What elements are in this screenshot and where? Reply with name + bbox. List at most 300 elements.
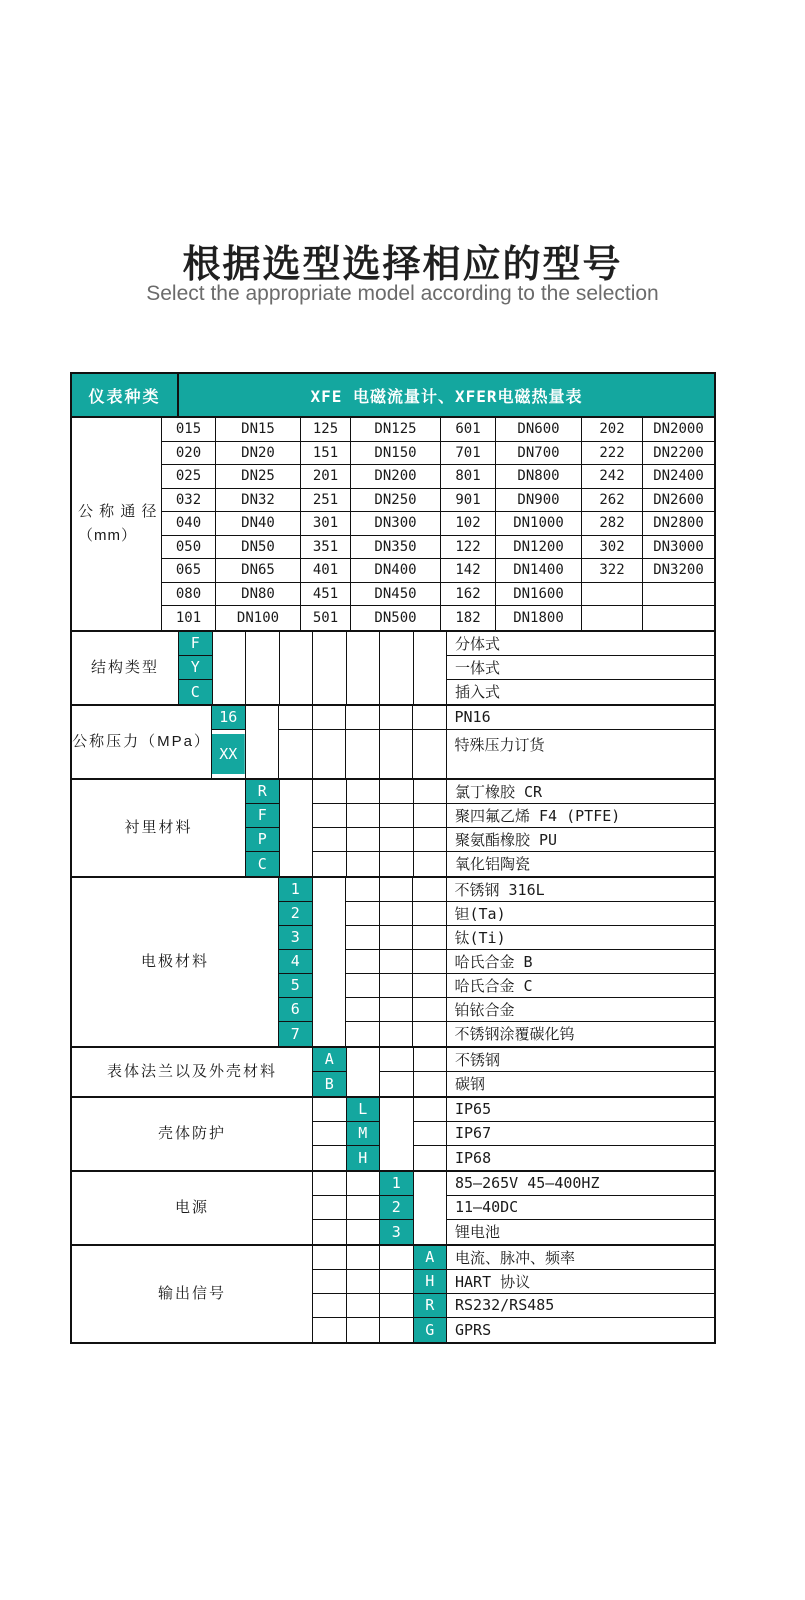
dn-size-cell: DN65 [216,559,301,583]
empty-cell [347,1270,381,1294]
code-badge: F [179,632,213,656]
section-label: 输出信号 [72,1246,313,1342]
empty-cell [346,974,380,998]
section-label: 电极材料 [72,878,279,1046]
empty-cell [414,1220,448,1244]
empty-cell [313,706,347,730]
empty-cell [347,1318,381,1342]
table-row [313,1246,714,1270]
section-label: 电源 [72,1172,313,1244]
empty-cell [213,680,247,704]
dn-size-cell: DN1600 [496,583,582,607]
section-rows [313,1246,714,1342]
empty-cell [313,632,347,656]
code-badge: A [414,1246,448,1270]
empty-cell [347,632,381,656]
empty-cell [313,804,347,828]
code-badge: 3 [279,926,313,950]
empty-cell [380,902,414,926]
empty-cell [380,804,414,828]
table-row [279,998,714,1022]
desc-cell: 电流、脉冲、频率 [447,1246,714,1270]
desc-cell: 不锈钢 [447,1048,714,1072]
dn-code-cell: 040 [162,512,216,536]
empty-cell [313,1270,347,1294]
dn-code-cell: 020 [162,442,216,466]
empty-cell [246,730,280,778]
empty-cell [380,656,414,680]
dn-code-cell: 125 [301,418,351,442]
code-badge: F [246,804,280,828]
table-row [313,1146,714,1170]
empty-cell [347,828,381,852]
empty-cell [313,852,347,876]
section-label: 壳体防护 [72,1098,313,1170]
desc-cell: IP68 [455,1148,492,1167]
empty-cell [380,1246,414,1270]
dn-size-cell: DN50 [216,536,301,560]
dn-code-cell: 142 [441,559,496,583]
empty-cell [380,852,414,876]
empty-cell [313,878,347,902]
dn-code-cell: 015 [162,418,216,442]
desc-cell: 钛(Ti) [447,926,715,950]
table-row [313,1196,714,1220]
empty-cell [246,656,280,680]
section-label: 表体法兰以及外壳材料 [72,1048,313,1096]
empty-cell [313,1172,347,1196]
empty-cell [347,1246,381,1270]
desc-cell: 不锈钢涂覆碳化钨 [454,1025,575,1043]
code-badge: C [179,680,213,704]
section-rows [212,706,714,778]
empty-cell [414,1122,448,1146]
table-row [179,656,714,680]
dn-size-cell: DN400 [351,559,441,583]
table-row [246,780,714,804]
empty-cell [313,1294,347,1318]
empty-cell [414,780,448,804]
empty-cell [414,656,448,680]
dn-size-cell: DN125 [351,418,441,442]
empty-cell [413,998,447,1022]
desc-cell: 特殊压力订货 [454,735,545,754]
table-row [313,1072,714,1096]
empty-cell [347,852,381,876]
page-subtitle: Select the appropriate model according to the selection [146,282,659,305]
empty-cell [413,730,447,778]
desc-cell: 分体式 [447,632,714,656]
empty-cell [347,1072,381,1096]
dn-size-cell: DN350 [351,536,441,560]
empty-cell [313,1318,347,1342]
empty-cell [414,1072,448,1096]
dn-size-cell: DN2000 [643,418,714,442]
nominal-diameter-unit: （mm） [78,526,137,544]
dn-code-cell: 901 [441,489,496,513]
empty-cell [347,1294,381,1318]
section-electrode-material [72,876,714,1046]
section-label: 公称压力（MPa） [72,706,212,778]
nominal-diameter-label: 公 称 通 径 [78,502,158,520]
empty-cell [380,632,414,656]
dn-code-cell: 242 [582,465,643,489]
empty-cell [414,1172,448,1196]
empty-cell [280,804,314,828]
table-row [279,926,714,950]
dn-code-cell: 251 [301,489,351,513]
dn-size-cell: DN2400 [643,465,714,489]
desc-cell: 氧化铝陶瓷 [455,855,531,873]
empty-cell [380,706,414,730]
dn-code-cell: 201 [301,465,351,489]
empty-cell [414,852,448,876]
empty-cell [414,1196,448,1220]
empty-cell [313,1146,347,1170]
empty-cell [346,878,380,902]
code-badge: P [246,828,280,852]
desc-cell: 聚四氟乙烯 F4 (PTFE) [447,804,714,828]
dn-code-cell: 301 [301,512,351,536]
desc-cell: PN16 [447,706,715,730]
desc-cell: GPRS [455,1320,492,1339]
dn-empty-cell [643,606,714,630]
table-row [179,680,714,704]
code-badge: 1 [380,1172,414,1196]
empty-cell [380,878,414,902]
dn-size-cell: DN2800 [643,512,714,536]
empty-cell [347,1172,381,1196]
empty-cell [413,902,447,926]
empty-cell [380,1270,414,1294]
empty-cell [347,1196,381,1220]
table-row [179,632,714,656]
dn-size-cell: DN150 [351,442,441,466]
desc-cell: 碳钢 [455,1075,486,1093]
dn-code-cell: 065 [162,559,216,583]
empty-cell [380,1048,414,1072]
code-badge: B [313,1072,347,1096]
dn-size-cell: DN1200 [496,536,582,560]
empty-cell [413,1022,447,1046]
code-badge: 1 [279,878,313,902]
empty-cell [280,680,314,704]
empty-cell [346,706,380,730]
code-badge: R [246,780,280,804]
dn-size-cell: DN1400 [496,559,582,583]
diameter-grid [162,418,714,630]
empty-cell [246,632,280,656]
empty-cell [313,926,347,950]
table-row [313,1270,714,1294]
code-badge: H [414,1270,448,1294]
dn-code-cell: 601 [441,418,496,442]
dn-code-cell: 801 [441,465,496,489]
dn-size-cell: DN25 [216,465,301,489]
empty-cell [346,730,380,778]
dn-size-cell: DN800 [496,465,582,489]
desc-cell: 哈氏合金 C [447,974,715,998]
code-badge: A [313,1048,347,1072]
desc-cell: IP67 [447,1122,714,1146]
table-row [279,974,714,998]
empty-cell [246,680,280,704]
empty-cell [313,998,347,1022]
desc-cell: 铂铱合金 [447,998,715,1022]
code-badge: 2 [279,902,313,926]
empty-cell [380,1294,414,1318]
dn-code-cell: 122 [441,536,496,560]
code-badge: 7 [279,1022,313,1046]
dn-size-cell: DN450 [351,583,441,607]
dn-size-cell: DN2200 [643,442,714,466]
dn-code-cell: 032 [162,489,216,513]
dn-size-cell: DN40 [216,512,301,536]
empty-cell [380,1072,414,1096]
code-badge: 5 [279,974,313,998]
section-flange-housing-material [72,1046,714,1096]
dn-code-cell: 451 [301,583,351,607]
header-model-series: XFE 电磁流量计、XFER电磁热量表 [310,386,583,406]
dn-code-cell: 701 [441,442,496,466]
code-badge: H [347,1146,381,1170]
section-label: 结构类型 [72,632,179,704]
section-power-supply [72,1170,714,1244]
code-badge: 3 [380,1220,414,1244]
dn-size-cell: DN3200 [643,559,714,583]
empty-cell [347,1220,381,1244]
dn-size-cell: DN500 [351,606,441,630]
empty-cell [347,780,381,804]
empty-cell [346,1022,380,1046]
empty-cell [213,656,247,680]
section-nominal-diameter [72,416,714,630]
empty-cell [313,1098,347,1122]
empty-cell [380,1318,414,1342]
section-label [72,418,162,630]
empty-cell [380,950,414,974]
desc-cell: 插入式 [455,683,501,701]
section-rows [246,780,714,876]
empty-cell [347,1048,381,1072]
empty-cell [380,998,414,1022]
empty-cell [380,1122,414,1146]
empty-cell [414,1146,448,1170]
empty-cell [413,706,447,730]
empty-cell [346,998,380,1022]
table-row [313,1172,714,1196]
table-row [279,1022,714,1046]
empty-cell [313,1122,347,1146]
table-row [313,1318,714,1342]
code-badge: L [347,1098,381,1122]
desc-cell: 11—40DC [447,1196,714,1220]
table-row [246,804,714,828]
empty-cell [280,632,314,656]
dn-size-cell: DN200 [351,465,441,489]
table-row [279,950,714,974]
empty-cell [313,902,347,926]
empty-cell [313,974,347,998]
empty-cell [346,926,380,950]
empty-cell [414,804,448,828]
table-row [279,878,714,902]
empty-cell [279,730,313,778]
section-rows [313,1172,714,1244]
desc-cell: 锂电池 [455,1223,501,1241]
empty-cell [413,950,447,974]
empty-cell [414,680,448,704]
empty-cell [346,950,380,974]
code-badge: R [414,1294,448,1318]
empty-cell [313,1196,347,1220]
dn-size-cell: DN20 [216,442,301,466]
desc-cell: 85—265V 45—400HZ [447,1172,714,1196]
empty-cell [380,1098,414,1122]
code-badge: C [246,852,280,876]
dn-size-cell: DN2600 [643,489,714,513]
dn-size-cell: DN600 [496,418,582,442]
section-nominal-pressure [72,704,714,778]
empty-cell [313,780,347,804]
empty-cell [380,974,414,998]
code-badge: M [347,1122,381,1146]
desc-cell: 氯丁橡胶 CR [447,780,714,804]
dn-empty-cell [582,606,643,630]
empty-cell [313,1022,347,1046]
desc-cell: 不锈钢 316L [447,878,715,902]
desc-cell: 聚氨酯橡胶 PU [447,828,714,852]
table-row [246,852,714,876]
dn-code-cell: 351 [301,536,351,560]
dn-code-cell: 050 [162,536,216,560]
dn-code-cell: 302 [582,536,643,560]
dn-code-cell: 182 [441,606,496,630]
table-row [246,828,714,852]
dn-code-cell: 262 [582,489,643,513]
section-label: 衬里材料 [72,780,246,876]
empty-cell [413,878,447,902]
empty-cell [380,730,414,778]
dn-code-cell: 322 [582,559,643,583]
dn-size-cell: DN900 [496,489,582,513]
code-badge: XX [212,730,246,778]
empty-cell [414,1048,448,1072]
empty-cell [414,632,448,656]
table-row [279,902,714,926]
empty-cell [279,706,313,730]
dn-code-cell: 101 [162,606,216,630]
desc-cell: 钽(Ta) [447,902,715,926]
dn-code-cell: 162 [441,583,496,607]
dn-size-cell: DN15 [216,418,301,442]
dn-code-cell: 102 [441,512,496,536]
dn-size-cell: DN100 [216,606,301,630]
empty-cell [413,926,447,950]
table-row [313,1098,714,1122]
empty-cell [213,632,247,656]
empty-cell [313,1246,347,1270]
code-badge: 16 [212,706,246,730]
empty-cell [313,828,347,852]
dn-code-cell: 282 [582,512,643,536]
empty-cell [280,852,314,876]
header-instrument-type: 仪表种类 [72,374,179,416]
empty-cell [246,706,280,730]
empty-cell [313,950,347,974]
empty-cell [313,1220,347,1244]
table-row [212,730,714,778]
section-structure-type [72,630,714,704]
table-row [212,706,714,730]
dn-size-cell: DN300 [351,512,441,536]
empty-cell [380,780,414,804]
dn-size-cell: DN250 [351,489,441,513]
table-row [313,1294,714,1318]
table-row [313,1220,714,1244]
empty-cell [280,656,314,680]
empty-cell [313,656,347,680]
dn-code-cell: 401 [301,559,351,583]
dn-size-cell: DN80 [216,583,301,607]
empty-cell [380,680,414,704]
empty-cell [414,1098,448,1122]
empty-cell [347,680,381,704]
empty-cell [414,828,448,852]
code-badge: 2 [380,1196,414,1220]
empty-cell [347,656,381,680]
page-title: 根据选型选择相应的型号 [182,244,623,286]
empty-cell [347,804,381,828]
code-badge: 6 [279,998,313,1022]
empty-cell [413,974,447,998]
dn-size-cell: DN700 [496,442,582,466]
desc-cell: RS232/RS485 [447,1294,714,1318]
desc-cell: HART 协议 [447,1270,714,1294]
table-row [313,1048,714,1072]
empty-cell [380,828,414,852]
empty-cell [380,1146,414,1170]
dn-code-cell: 202 [582,418,643,442]
dn-empty-cell [643,583,714,607]
dn-empty-cell [582,583,643,607]
section-rows [279,878,714,1046]
dn-code-cell: 025 [162,465,216,489]
empty-cell [380,1022,414,1046]
desc-cell: IP65 [447,1098,714,1122]
table-header-row [72,374,714,416]
dn-size-cell: DN1800 [496,606,582,630]
section-output-signal [72,1244,714,1342]
empty-cell [346,902,380,926]
dn-size-cell: DN32 [216,489,301,513]
dn-size-cell: DN3000 [643,536,714,560]
section-lining-material [72,778,714,876]
empty-cell [280,828,314,852]
section-enclosure-protection [72,1096,714,1170]
section-rows [179,632,714,704]
dn-code-cell: 151 [301,442,351,466]
model-selection-table [70,372,716,1344]
code-badge: Y [179,656,213,680]
section-rows [313,1098,714,1170]
empty-cell [380,926,414,950]
empty-cell [313,680,347,704]
code-badge: G [414,1318,448,1342]
empty-cell [280,780,314,804]
desc-cell: 哈氏合金 B [447,950,715,974]
section-rows [313,1048,714,1096]
